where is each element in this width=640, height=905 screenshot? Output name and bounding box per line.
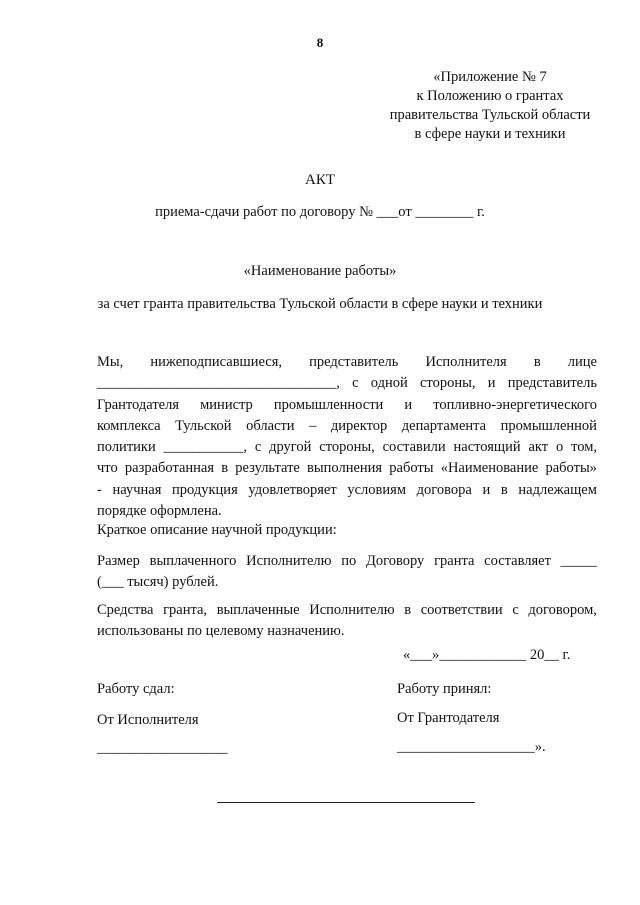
grant-line: за счет гранта правительства Тульской области в сфере науки и техники <box>97 296 543 312</box>
word: договором, <box>528 602 597 618</box>
word: составляет <box>484 553 551 569</box>
paragraph-line <box>97 352 597 373</box>
paragraph-line <box>97 480 597 501</box>
word: представитель <box>507 375 597 392</box>
word: Договору <box>366 553 425 569</box>
word: и <box>482 481 491 498</box>
word: «Наименование <box>440 460 539 477</box>
word: надлежащем <box>518 481 597 498</box>
word: нижеподписавшиеся, <box>150 354 283 370</box>
word: составили <box>382 439 446 456</box>
word: гранта <box>434 553 475 569</box>
word: соответствии <box>420 602 503 618</box>
word: выполнения <box>307 460 383 477</box>
word: в <box>533 354 541 370</box>
word: промышленной <box>500 417 597 434</box>
word: Исполнителя <box>425 354 507 370</box>
word: разработанная <box>124 460 215 477</box>
brief-description: Краткое описание научной продукции: <box>97 522 337 538</box>
paragraph-line <box>97 437 597 458</box>
word: директор <box>330 417 388 434</box>
word: продукция <box>172 481 238 498</box>
word: Тульской <box>175 417 232 434</box>
page-number: 8 <box>316 35 324 50</box>
word: комплекса <box>97 417 161 434</box>
funds-paragraph <box>97 600 597 643</box>
word: лице <box>567 354 597 370</box>
word: Грантодателя <box>97 396 180 413</box>
word: по <box>341 553 357 569</box>
word: в <box>404 602 412 618</box>
word: выплаченные <box>216 602 300 618</box>
word: Исполнителю <box>309 602 395 618</box>
paragraph-line <box>97 600 597 621</box>
word: топливно-энергетического <box>433 396 597 413</box>
word: Исполнителю <box>246 553 332 569</box>
paragraph-line: порядке оформлена. <box>97 503 222 520</box>
word: – <box>309 417 317 434</box>
main-paragraph <box>97 352 597 522</box>
work-name: «Наименование работы» <box>243 263 397 279</box>
grantor-signature-line: ___________________». <box>397 739 546 755</box>
payment-paragraph <box>97 551 597 594</box>
word: ___________, <box>163 439 247 456</box>
appendix-line: в сфере науки и техники <box>414 126 566 142</box>
word: акт <box>528 439 549 456</box>
word: стороны, <box>420 375 476 392</box>
date-line: «___»____________ 20__ г. <box>403 647 571 663</box>
word: другой <box>269 439 312 456</box>
word: стороны, <box>319 439 375 456</box>
accepted-label: Работу принял: <box>397 681 492 697</box>
word: и <box>487 375 496 392</box>
word: что <box>97 460 118 477</box>
word: - <box>97 481 102 498</box>
word: Мы, <box>97 354 124 370</box>
word: области <box>246 417 295 434</box>
word: одной <box>370 375 408 392</box>
word: в <box>500 481 508 498</box>
word: Средства <box>97 602 154 618</box>
word: удовлетворяет <box>248 481 337 498</box>
appendix-line: «Приложение № 7 <box>433 69 547 85</box>
word: научная <box>112 481 162 498</box>
appendix-line: правительства Тульской области <box>389 107 591 123</box>
paragraph-line <box>97 395 597 416</box>
paragraph-line <box>97 416 597 437</box>
appendix-header <box>370 68 610 144</box>
word: результате <box>235 460 300 477</box>
word: том, <box>571 439 597 456</box>
word: политики <box>97 439 156 456</box>
handed-over-label: Работу сдал: <box>97 681 175 697</box>
appendix-line: к Положению о грантах <box>416 88 564 104</box>
word: промышленности <box>273 396 384 413</box>
word: и <box>404 396 413 413</box>
paragraph-line: (___ тысяч) рублей. <box>97 574 219 591</box>
from-grantor-label: От Грантодателя <box>397 710 500 726</box>
word: работы» <box>545 460 597 477</box>
footer-divider <box>217 802 475 803</box>
word: департамента <box>401 417 487 434</box>
word: _________________________________, <box>97 375 340 392</box>
paragraph-line: использованы по целевому назначению. <box>97 623 345 640</box>
paragraph-line <box>97 373 597 394</box>
paragraph-line <box>97 551 597 572</box>
word: в <box>221 460 229 477</box>
word: выплаченного <box>149 553 237 569</box>
word: с <box>512 602 519 618</box>
word: о <box>555 439 564 456</box>
word: _____ <box>560 553 597 569</box>
word: с <box>352 375 359 392</box>
word: договора <box>416 481 472 498</box>
word: с <box>254 439 262 456</box>
word: работы <box>389 460 434 477</box>
executor-signature-line: __________________ <box>97 740 228 756</box>
from-executor-label: От Исполнителя <box>97 712 199 728</box>
word: гранта, <box>163 602 208 618</box>
word: условиям <box>347 481 406 498</box>
document-subtitle: приема-сдачи работ по договору № ___от ________ г. <box>155 204 485 220</box>
word: представитель <box>309 354 399 370</box>
word: министр <box>200 396 253 413</box>
word: настоящий <box>453 439 521 456</box>
document-title: АКТ <box>305 172 335 188</box>
paragraph-line <box>97 458 597 479</box>
word: Размер <box>97 553 140 569</box>
